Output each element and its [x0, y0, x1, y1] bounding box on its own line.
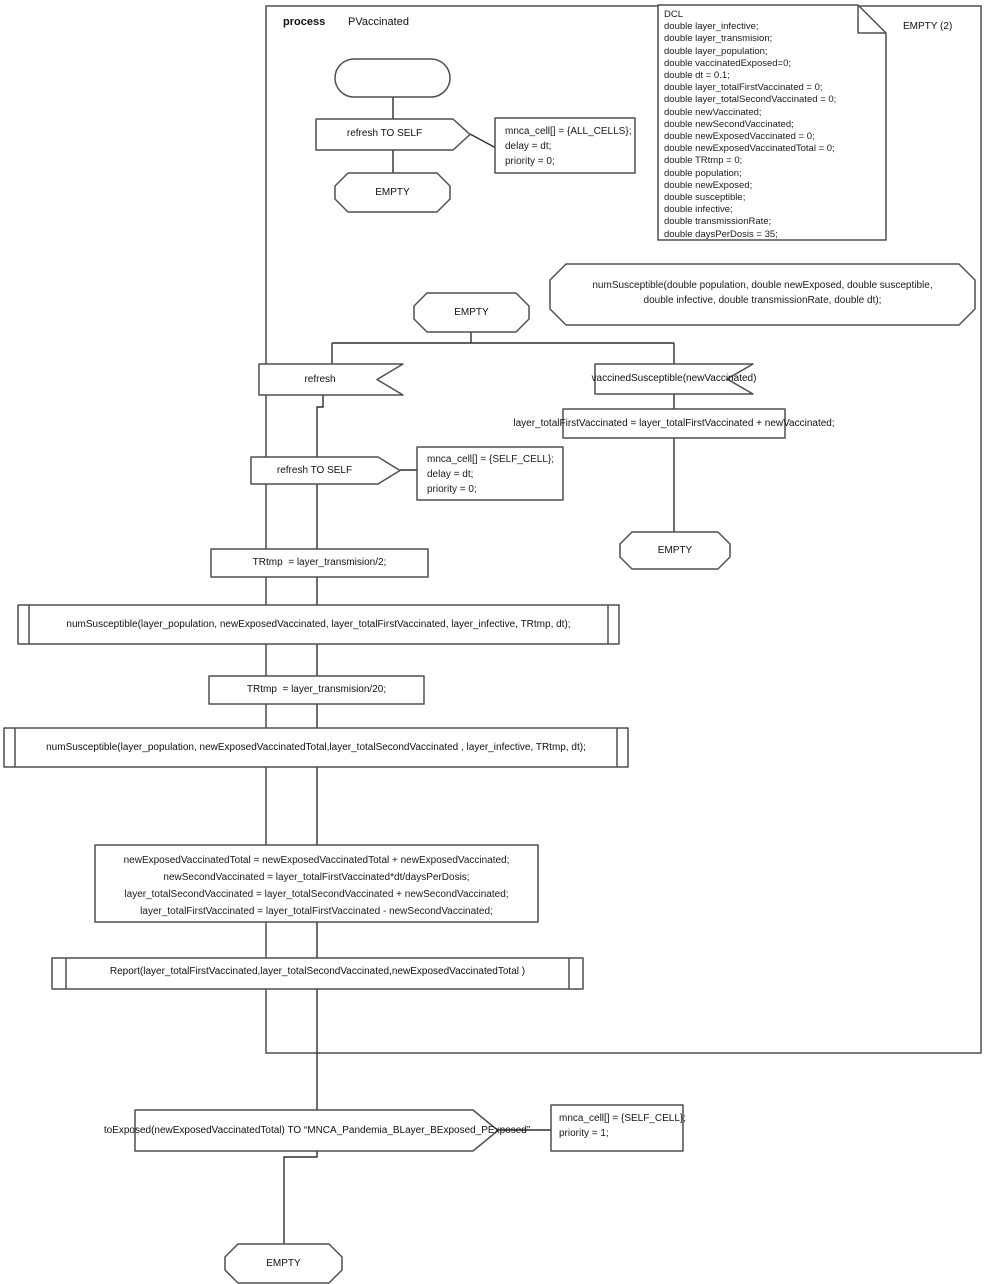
empty2-state-label: EMPTY	[454, 307, 489, 318]
input-vaccined-label: vaccinedSusceptible(newVaccinated)	[591, 373, 757, 384]
comment-self-cell-line: priority = 0;	[427, 484, 477, 495]
input-refresh-label: refresh	[304, 374, 336, 385]
dcl-line: double newExposed;	[664, 179, 753, 191]
comment-priority1-line: priority = 1;	[559, 1128, 609, 1139]
dcl-line: double TRtmp = 0;	[664, 155, 743, 167]
comment-self-cell	[427, 452, 554, 497]
declaration-numsusceptible-text	[550, 278, 975, 308]
dcl-line: double layer_totalFirstVaccinated = 0;	[664, 82, 823, 94]
dcl-line: double susceptible;	[664, 192, 746, 204]
dcl-line: double population;	[664, 167, 742, 179]
empty2-count-label: EMPTY (2)	[903, 21, 953, 32]
conn-comment1	[470, 134, 496, 148]
comment-priority1-line: mnca_cell[] = {SELF_CELL};	[559, 1113, 687, 1124]
call-numsusceptible1-label: numSusceptible(layer_population, newExposedVaccinated, layer_totalFirstVaccinated, layer_infective, TRtmp, dt);	[66, 619, 571, 630]
declaration-line: numSusceptible(double population, double newExposed, double susceptible,	[592, 280, 933, 291]
comment-self-cell-line: delay = dt;	[427, 469, 474, 480]
task-trtmp-twentieth-label: TRtmp = layer_transmision/20;	[246, 684, 387, 695]
dcl-line: double newVaccinated;	[664, 106, 762, 118]
empty4-state-label: EMPTY	[266, 1258, 301, 1269]
task-first-vaccinated-label: layer_totalFirstVaccinated = layer_totalFirstVaccinated + newVaccinated;	[513, 418, 835, 429]
dcl-line: double infective;	[664, 204, 733, 216]
dcl-note-text	[664, 9, 836, 241]
task-update-line: layer_totalSecondVaccinated = layer_totalSecondVaccinated + newSecondVaccinated;	[124, 889, 509, 900]
comment-all-cells-line: priority = 0;	[505, 156, 555, 167]
dcl-line: double layer_infective;	[664, 21, 759, 33]
dcl-line: double daysPerDosis = 35;	[664, 228, 778, 240]
task-update-line: newExposedVaccinatedTotal = newExposedVaccinatedTotal + newExposedVaccinated;	[123, 855, 510, 866]
dcl-line: double dt = 0.1;	[664, 70, 730, 82]
start-state-shape	[335, 59, 450, 97]
comment-all-cells-line: mnca_cell[] = {ALL_CELLS};	[505, 126, 632, 137]
comment-priority1	[559, 1111, 686, 1141]
dcl-line: double newSecondVaccinated;	[664, 118, 794, 130]
empty3-state-label: EMPTY	[657, 545, 693, 556]
task-trtmp-half-label: TRtmp = layer_transmision/2;	[252, 557, 387, 568]
dcl-line: double transmissionRate;	[664, 216, 772, 228]
process-name: PVaccinated	[348, 16, 409, 28]
dcl-line: double layer_totalSecondVaccinated = 0;	[664, 94, 837, 106]
comment-all-cells-line: delay = dt;	[505, 141, 552, 152]
task-update-text	[95, 852, 538, 920]
task-update-line: newSecondVaccinated = layer_totalFirstVaccinated*dt/daysPerDosis;	[163, 872, 470, 883]
declaration-line: double infective, double transmissionRate, double dt);	[643, 295, 882, 306]
call-report-label: Report(layer_totalFirstVaccinated,layer_totalSecondVaccinated,newExposedVaccinatedTotal )	[109, 966, 526, 977]
dcl-line: double layer_transmision;	[664, 33, 773, 45]
output-refresh-self2-label: refresh TO SELF	[276, 465, 353, 476]
process-keyword: process	[283, 16, 326, 28]
task-update-line: layer_totalFirstVaccinated = layer_totalFirstVaccinated - newSecondVaccinated;	[140, 906, 493, 917]
dcl-line: double vaccinatedExposed=0;	[664, 57, 792, 69]
output-toexposed-label: toExposed(newExposedVaccinatedTotal) TO “MNCA_Pandemia_BLayer_BExposed_PExposed”	[103, 1125, 531, 1136]
output-refresh-self1-label: refresh TO SELF	[346, 128, 423, 139]
comment-self-cell-line: mnca_cell[] = {SELF_CELL};	[427, 454, 555, 465]
conn-toexposed-to-empty4	[284, 1151, 317, 1244]
dcl-line: DCL	[664, 9, 684, 20]
comment-all-cells	[505, 124, 631, 169]
empty1-state-label: EMPTY	[375, 187, 410, 198]
call-numsusceptible2-label: numSusceptible(layer_population, newExposedVaccinatedTotal,layer_totalSecondVaccinated , layer_infective, TRtmp, dt);	[46, 742, 586, 753]
dcl-line: double newExposedVaccinated = 0;	[664, 131, 815, 143]
dcl-line: double newExposedVaccinatedTotal = 0;	[664, 143, 835, 155]
dcl-line: double layer_population;	[664, 45, 768, 57]
